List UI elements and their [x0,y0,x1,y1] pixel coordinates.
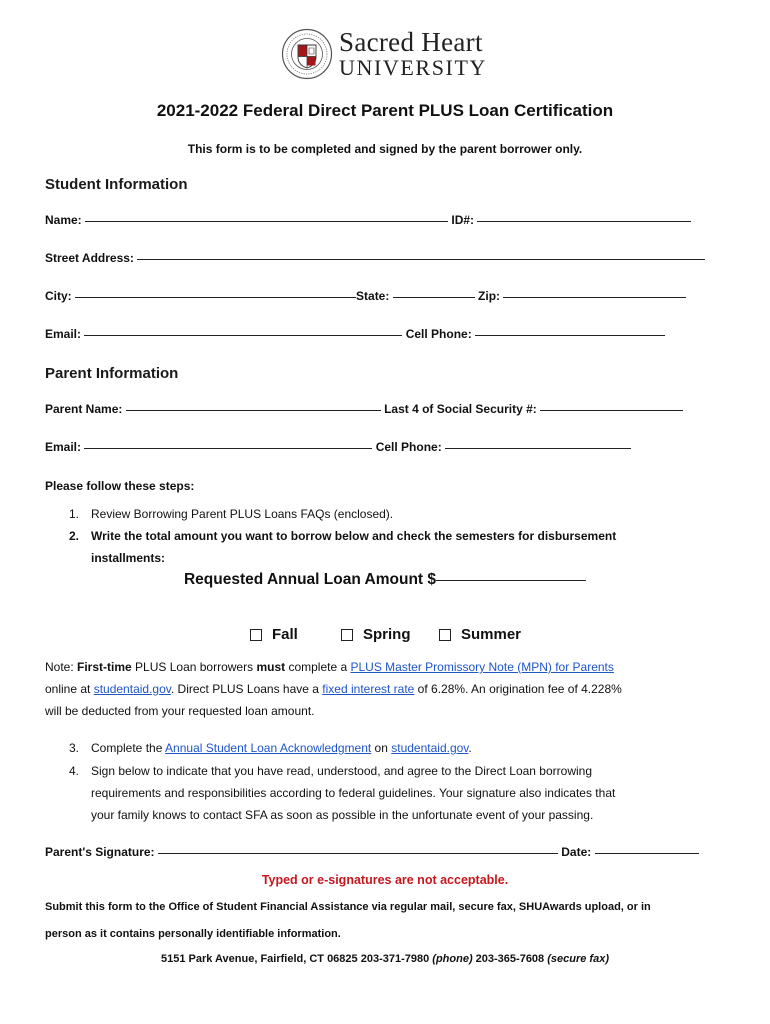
step-3 [69,741,472,755]
student-name-label: Name: [45,213,82,227]
studentaid-link-2[interactable]: studentaid.gov [391,741,469,755]
state-label: State: [356,289,390,303]
note-text-3: online at [45,682,94,696]
footer-address: 5151 Park Avenue, Fairfield, CT 06825 203-371-7980 [160,953,433,965]
summer-label: Summer [461,626,522,643]
signature-row [45,845,699,859]
note-text-4: . Direct PLUS Loans have a [170,682,323,696]
note-text-2: complete a [285,660,351,674]
footer-contact [0,953,770,965]
spring-checkbox[interactable] [341,626,411,643]
step-4-line2: requirements and responsibilities according to federal guidelines. Your signature also indicates that [91,786,616,800]
footer-fax-tag: (secure fax) [547,953,609,965]
step-4-number: 4. [69,764,80,778]
step-1 [69,507,393,521]
spring-label: Spring [363,626,411,643]
city-label: City: [45,289,72,303]
parent-name-field[interactable] [126,410,381,411]
loan-amount-row [0,571,770,589]
step-4-line3: your family knows to contact SFA as soon as possible in the unfortunate event of your passing. [91,808,594,822]
step-1-number: 1. [69,507,80,521]
ssn-label: Last 4 of Social Security #: [384,402,537,416]
student-name-field[interactable] [85,221,448,222]
parent-name-row [45,402,683,416]
step-2-number: 2. [69,529,80,543]
step-4-text: Sign below to indicate that you have read, understood, and agree to the Direct Loan borrowing [91,764,592,778]
studentaid-link[interactable]: studentaid.gov [93,682,171,696]
annual-acknowledgment-link[interactable]: Annual Student Loan Acknowledgment [165,741,372,755]
logo-line1: Sacred Heart [339,27,483,57]
fall-checkbox[interactable] [250,626,298,643]
logo-line2: UNIVERSITY [339,55,487,80]
mpn-note [45,656,622,722]
step-3-end: . [468,741,472,755]
student-cell-field[interactable] [475,335,665,336]
note-text-6: will be deducted from your requested loan amount. [45,704,315,718]
step-2-continued: installments: [91,551,166,565]
parent-email-label: Email: [45,440,82,454]
fall-label: Fall [272,626,298,643]
street-address-label: Street Address: [45,251,134,265]
form-subtitle: This form is to be completed and signed by the parent borrower only. [187,142,583,156]
street-address-row [45,251,705,265]
student-email-label: Email: [45,327,82,341]
note-text-1: PLUS Loan borrowers [131,660,257,674]
loan-amount-field[interactable] [436,580,586,581]
university-logo [281,28,487,80]
mpn-link[interactable]: PLUS Master Promissory Note (MPN) for Parents [350,660,614,674]
summer-checkbox[interactable] [439,626,521,643]
student-email-field[interactable] [84,335,402,336]
step-3-mid: on [374,741,388,755]
date-field[interactable] [595,853,699,854]
note-text-5: of 6.28%. An origination fee of 4.228% [414,682,622,696]
steps-heading: Please follow these steps: [45,479,195,493]
step-3-number: 3. [69,741,80,755]
fixed-interest-rate-link[interactable]: fixed interest rate [322,682,415,696]
submit-instructions-line1: Submit this form to the Office of Student Financial Assistance via regular mail, secure fax, SHUAwards upload, or in [45,901,651,913]
step-4 [69,764,592,778]
note-first-time: First-time [77,660,132,674]
note-must: must [256,660,286,674]
checkbox-icon[interactable] [341,629,353,641]
footer-fax: 203-365-7608 [472,953,548,965]
form-title: 2021-2022 Federal Direct Parent PLUS Loan Certification [156,101,614,120]
signature-field[interactable] [158,853,558,854]
step-2 [69,529,616,543]
step-3-text: Complete the [91,741,163,755]
zip-label: Zip: [478,289,501,303]
step-1-text: Review Borrowing Parent PLUS Loans FAQs (enclosed). [91,507,394,521]
loan-amount-label: Requested Annual Loan Amount $ [183,571,437,588]
ssn-field[interactable] [540,410,683,411]
street-address-field[interactable] [137,259,705,260]
checkbox-icon[interactable] [439,629,451,641]
signature-label: Parent's Signature: [45,845,155,859]
parent-email-field[interactable] [84,448,372,449]
student-cell-label: Cell Phone: [405,327,472,341]
footer-phone-tag: (phone) [432,953,473,965]
student-id-field[interactable] [477,221,691,222]
submit-instructions-line2: person as it contains personally identifiable information. [45,928,341,940]
student-id-label: ID#: [451,213,475,227]
student-info-heading: Student Information [45,176,188,193]
parent-cell-field[interactable] [445,448,631,449]
note-prefix: Note: [45,660,78,674]
parent-info-heading: Parent Information [45,365,179,382]
zip-field[interactable] [503,297,686,298]
parent-cell-label: Cell Phone: [375,440,442,454]
state-field[interactable] [393,297,475,298]
student-email-row [45,327,665,341]
student-name-row [45,213,691,227]
checkbox-icon[interactable] [250,629,262,641]
university-seal-icon [281,28,333,80]
city-field[interactable] [75,297,356,298]
step-2-text: Write the total amount you want to borrow below and check the semesters for disbursement [91,529,617,543]
city-state-zip-row [45,289,686,303]
signature-warning: Typed or e-signatures are not acceptable. [261,873,509,887]
parent-email-row [45,440,631,454]
parent-name-label: Parent Name: [45,402,123,416]
date-label: Date: [561,845,592,859]
